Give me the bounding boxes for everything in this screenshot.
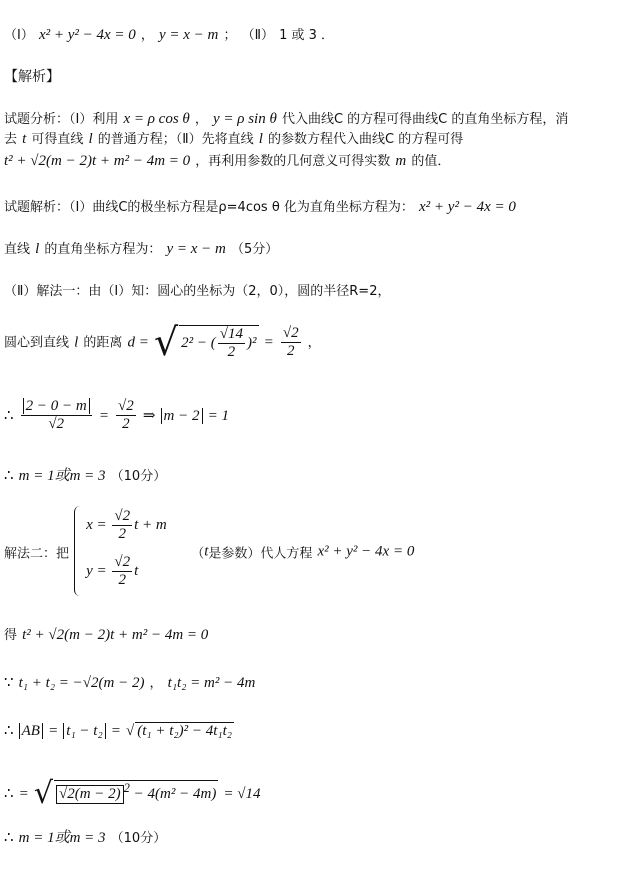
fraction-sqrt14-over-2	[218, 326, 245, 361]
fraction-numerator: √2	[114, 554, 131, 570]
quadratic-in-t: t² + √2(m − 2)t + m² − 4m = 0	[22, 627, 209, 643]
solution-text: （	[191, 546, 205, 562]
solution-text: 得	[4, 628, 18, 643]
var-l: l	[258, 131, 263, 147]
answer-line	[4, 24, 334, 44]
score-note: （5分）	[230, 242, 279, 257]
answer-line-equation: y = x − m	[158, 27, 219, 43]
fraction-numerator: 2 − 0 − m	[23, 398, 90, 414]
fraction-numerator: √2	[114, 508, 131, 524]
solution-line-12	[4, 826, 166, 847]
solution-text: 圆心到直线	[4, 335, 70, 351]
solution-comma: ，	[149, 676, 163, 691]
vieta-product: t₁t₂ = m² − 4m	[167, 675, 256, 691]
analysis-text: 的值．	[411, 154, 451, 169]
analysis-text: 试题分析：（Ⅰ）利用	[4, 112, 119, 127]
solution-text: 的距离	[83, 335, 123, 351]
solution-line-10	[4, 720, 234, 740]
answer-part2-value: 1 或 3 ．	[279, 28, 335, 43]
line-equation: y = x − m	[166, 241, 226, 257]
fraction-sqrt2-over-2	[116, 398, 136, 433]
equals-sign: =	[48, 723, 59, 739]
left-brace	[74, 506, 83, 596]
quadratic-in-t: t² + √2(m − 2)t + m² − 4m = 0	[4, 153, 191, 169]
row-tail: t + m	[134, 516, 167, 533]
solution-text: 直线	[4, 242, 31, 257]
solution-line-9	[4, 672, 255, 692]
solution-text: 的直角坐标方程为：	[44, 242, 162, 257]
equals-sign: =	[98, 408, 109, 424]
analysis-line-1	[4, 108, 568, 128]
result-sqrt14: = √14	[223, 786, 261, 802]
analysis-text: 的普通方程；（Ⅱ）先将直线	[97, 132, 254, 147]
abs-m-minus-2: m − 2	[161, 408, 203, 424]
therefore-symbol: ∴	[4, 723, 14, 739]
formula-y-rho-sin: y = ρ sin θ	[212, 111, 277, 127]
sqrt-sign: √	[125, 723, 135, 739]
answer-comma: ，	[140, 28, 154, 43]
implies-arrow: ⇒	[142, 408, 156, 424]
abs-ab: AB	[19, 723, 43, 739]
answer-separator: ；	[223, 28, 237, 43]
circle-equation: x² + y² − 4x = 0	[317, 543, 415, 560]
vieta-sum: t₁ + t₂ = −√2(m − 2)	[18, 675, 145, 691]
fraction-sqrt2-over-2	[281, 325, 301, 360]
formula-x-rho-cos: x = ρ cos θ	[123, 111, 190, 127]
row-tail: t	[134, 562, 139, 579]
var-t: t	[204, 543, 209, 560]
fraction-denominator: 2	[118, 526, 126, 542]
therefore-symbol: ∴	[4, 468, 14, 484]
analysis-text: 代入曲线C 的方程可得曲线C 的直角坐标方程，消	[281, 112, 569, 127]
var-d: d =	[127, 334, 149, 351]
because-symbol: ∵	[4, 675, 14, 691]
fraction-denominator: 2	[286, 342, 295, 359]
answer-part1-label: （Ⅰ）	[4, 28, 34, 43]
fraction-numerator: √14	[219, 325, 244, 342]
solution-text: 试题解析：（Ⅰ）曲线C的极坐标方程是ρ=4cos θ 化为直角坐标方程为：	[4, 200, 414, 215]
answer-part2-label: （Ⅱ）	[241, 28, 274, 43]
circle-equation: x² + y² − 4x = 0	[419, 199, 516, 215]
equals-sign: =	[263, 334, 274, 351]
sqrt-sign: √	[33, 776, 53, 811]
parametric-y-row	[86, 554, 138, 589]
solution-line-4	[4, 320, 321, 364]
radicand-end: )²	[247, 334, 257, 351]
score-note: （10分）	[110, 469, 167, 484]
fraction-numerator: √2	[282, 324, 299, 341]
therefore-symbol: ∴	[4, 408, 14, 424]
result-m-values: m = 1或m = 3	[18, 468, 106, 484]
solution-line-7	[4, 506, 414, 598]
sqrt-radicand	[179, 325, 258, 361]
sqrt-radicand: √2(m − 2) $^2$ − 4(m² − 4m)	[54, 780, 218, 804]
var-l: l	[74, 334, 79, 351]
solution-comma: ，	[307, 335, 321, 351]
analysis-text: 去	[4, 132, 18, 147]
var-l: l	[88, 131, 93, 147]
fraction-denominator: √2	[48, 416, 65, 432]
result-m-values: m = 1或m = 3	[18, 830, 106, 846]
section-title: 【解析】	[4, 69, 60, 85]
radicand-rest: − 4(m² − 4m)	[133, 786, 217, 802]
solution-line-8	[4, 624, 208, 644]
answer-curve-equation: x² + y² − 4x = 0	[38, 27, 136, 43]
var-l: l	[35, 241, 40, 257]
solution-text: 解法二：把	[4, 546, 70, 562]
radicand-start: 2² − (	[181, 334, 216, 351]
equals-sign: =	[110, 723, 121, 739]
sqrt-sign: √	[153, 320, 179, 364]
equals-sign: =	[18, 786, 29, 802]
fraction-sqrt2-over-2	[112, 554, 132, 589]
solution-line-6	[4, 464, 166, 485]
solution-line-1	[4, 196, 516, 216]
fraction-sqrt2-over-2	[112, 508, 132, 543]
analysis-line-3	[4, 150, 450, 170]
parametric-x-row	[86, 508, 167, 543]
solution-line-5	[4, 398, 229, 433]
solution-line-2	[4, 238, 278, 258]
solution-line-11	[4, 776, 261, 811]
var-t: t	[22, 131, 27, 147]
analysis-line-2	[4, 128, 463, 148]
score-note: （10分）	[110, 831, 167, 846]
solution-text: 是参数）代人方程	[208, 546, 313, 562]
fraction-denominator: 2	[227, 343, 236, 360]
var-m: m	[395, 153, 407, 169]
solution-line-3: （Ⅱ）解法一：由（Ⅰ）知：圆心的坐标为（2，0），圆的半径R=2，	[4, 284, 391, 299]
distance-fraction	[21, 398, 92, 433]
row-lhs: x =	[86, 516, 107, 533]
abs-t1-minus-t2: t₁ − t₂	[63, 723, 105, 739]
therefore-symbol: ∴	[4, 830, 14, 846]
fraction-numerator: √2	[118, 398, 134, 414]
fraction-denominator: 2	[122, 416, 130, 432]
row-lhs: y =	[86, 562, 107, 579]
equals-one: = 1	[207, 408, 229, 424]
therefore-symbol: ∴	[4, 786, 14, 802]
analysis-text: 可得直线	[31, 132, 84, 147]
parametric-system	[74, 506, 186, 598]
analysis-text: 的参数方程代入曲线C 的方程可得	[268, 132, 464, 147]
fraction-denominator: 2	[118, 572, 126, 588]
boxed-term: √2(m − 2)	[56, 785, 124, 804]
analysis-text: ，再利用参数的几何意义可得实数	[195, 154, 391, 169]
sqrt-radicand: (t₁ + t₂)² − 4t₁t₂	[137, 723, 232, 739]
analysis-comma: ，	[194, 112, 208, 127]
